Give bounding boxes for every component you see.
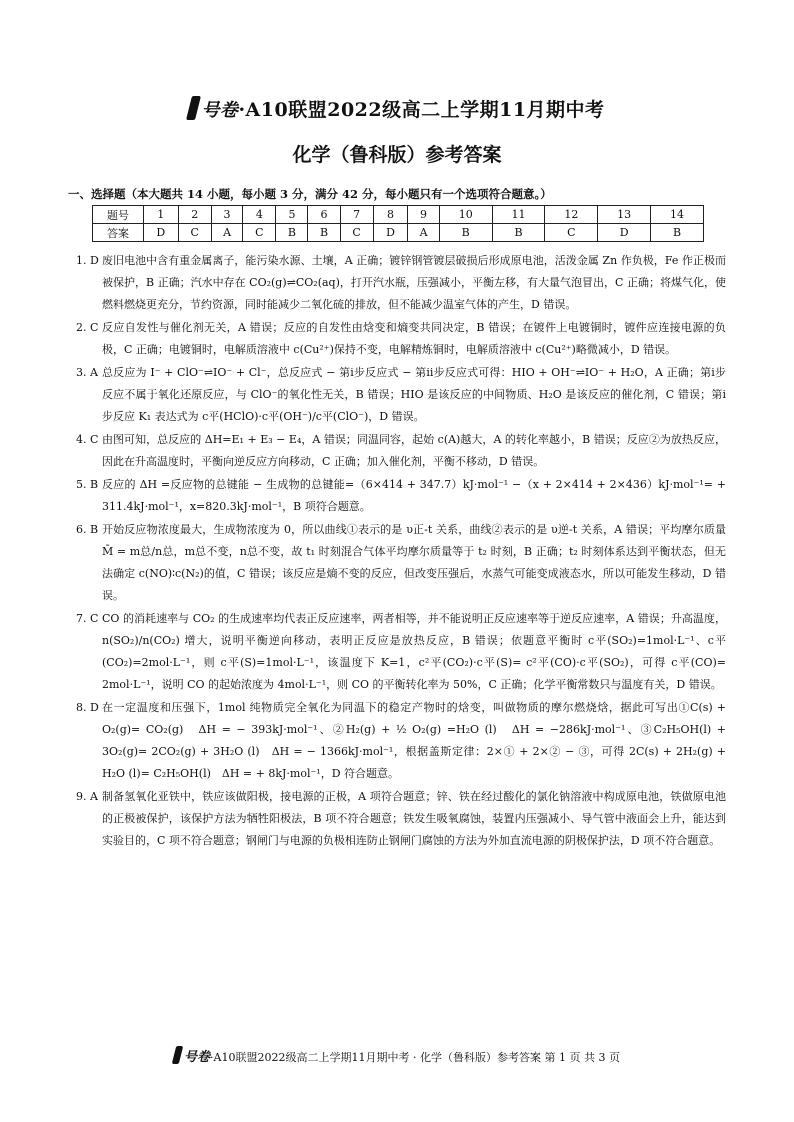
item-number: 4. C: [76, 433, 99, 446]
list-item: [76, 608, 726, 696]
table-cell: A: [408, 224, 440, 242]
exam-title: ·A10联盟2022级高二上学期11月期中考: [238, 99, 605, 121]
list-item: [76, 697, 726, 785]
item-text: 开始反应物浓度最大，生成物浓度为 0，所以曲线①表示的是 υ正-t 关系，曲线②表示的是 υ逆-t 关系，A 错误；平均摩尔质量 M̄ = m总/n总，m总不变，n总不变，故 t₁ 时刻混合气体平均摩尔质量等于 t₂ 时刻，B 正确；t₂ 时刻体系达到平衡状态，但无法确定 c(NO)∶c(N₂)的值，C 错误；该反应是熵不变的反应，但改变压强后，水蒸气可能变成液态水，所以可能发生移动，D 错误。: [102, 523, 726, 602]
item-text: 由图可知，总反应的 ΔH=E₁ + E₃ − E₄，A 错误；同温同容，起始 c(A)越大，A 的转化率越小，B 错误；反应②为放热反应，因此在升高温度时，平衡向逆反应方向移动，C 正确；加入催化剂，平衡不移动，D 错误。: [102, 433, 726, 468]
row-label-number: 题号: [93, 206, 144, 224]
table-cell: 9: [408, 206, 440, 224]
item-text: 制备氢氧化亚铁中，铁应该做阳极，接电源的正极，A 项符合题意；锌、铁在经过酸化的氯化钠溶液中构成原电池，铁做原电池的正极被保护，该保护方法为牺牲阳极法，B 项不符合题意；铁发生吸氧腐蚀，装置内压强减小、导气管中液面会上升，能达到实验目的，C 项不符合题意；钢闸门与电源的负极相连防止钢闸门腐蚀的方法为外加直流电源的阴极保护法，D 项不符合题意。: [102, 790, 726, 847]
table-cell: 2: [178, 206, 211, 224]
item-text: 反应的 ΔH =反应物的总键能 − 生成物的总键能=（6×414 + 347.7）kJ·mol⁻¹ −（x + 2×414 + 2×436）kJ·mol⁻¹= + 311.4kJ·mol⁻¹，x=820.3kJ·mol⁻¹，B 项符合题意。: [102, 478, 726, 513]
table-cell: B: [308, 224, 340, 242]
table-cell: 1: [144, 206, 179, 224]
item-number: 3. A: [76, 366, 98, 379]
list-item: [76, 429, 726, 473]
table-cell: C: [545, 224, 598, 242]
table-cell: C: [243, 224, 276, 242]
table-cell: 10: [439, 206, 492, 224]
footer-brand: 号卷: [184, 1050, 211, 1065]
table-cell: B: [492, 224, 545, 242]
table-cell: D: [598, 224, 651, 242]
page-subtitle: 化学（鲁科版）参考答案: [292, 144, 502, 166]
answer-table: [92, 205, 704, 242]
row-label-answer: 答案: [93, 224, 144, 242]
item-number: 2. C: [76, 321, 99, 334]
table-cell: 8: [373, 206, 408, 224]
table-cell: 12: [545, 206, 598, 224]
brand-name: 号卷: [201, 100, 239, 121]
table-cell: D: [144, 224, 179, 242]
table-cell: D: [373, 224, 408, 242]
brand-logo-icon: [186, 96, 201, 120]
answer-table-row-answers: [93, 224, 704, 242]
table-cell: 11: [492, 206, 545, 224]
item-number: 7. C: [76, 612, 99, 625]
page-footer: [0, 1046, 794, 1065]
item-number: 9. A: [76, 790, 98, 803]
item-number: 6. B: [76, 523, 99, 536]
list-item: [76, 250, 726, 316]
item-number: 5. B: [76, 478, 99, 491]
list-item: [76, 474, 726, 518]
table-cell: A: [211, 224, 243, 242]
table-cell: 14: [651, 206, 704, 224]
table-cell: 13: [598, 206, 651, 224]
list-item: [76, 317, 726, 361]
table-cell: 3: [211, 206, 243, 224]
item-text: CO 的消耗速率与 CO₂ 的生成速率均代表正反应速率，两者相等，并不能说明正反应速率等于逆反应速率，A 错误；升高温度，n(SO₂)/n(CO₂) 增大，说明平衡逆向移动，表明正反应是放热反应，B 错误；依题意平衡时 c平(SO₂)=1mol·L⁻¹、c平(CO₂)=2mol·L⁻¹，则 c平(S)=1mol·L⁻¹，该温度下 K=1，c²平(CO₂)·c平(S)= c²平(CO)·c平(SO₂)，可得 c平(CO)= 2mol·L⁻¹，说明 CO 的起始浓度为 4mol·L⁻¹，则 CO 的平衡转化率为 50%，C 正确；化学平衡常数只与温度有关，D 错误。: [102, 612, 726, 691]
table-cell: 7: [340, 206, 373, 224]
list-item: [76, 362, 726, 428]
page-title: [0, 95, 794, 122]
section-heading: 一、选择题（本大题共 14 小题，每小题 3 分，满分 42 分，每小题只有一个选项符合题意。）: [68, 187, 552, 201]
table-cell: B: [276, 224, 308, 242]
item-number: 8. D: [76, 701, 99, 714]
table-cell: C: [340, 224, 373, 242]
item-number: 1. D: [76, 254, 99, 267]
item-text: 在一定温度和压强下，1mol 纯物质完全氧化为同温下的稳定产物时的焓变，叫做物质的摩尔燃烧焓，据此可写出①C(s) + O₂(g)= CO₂(g) ΔH = − 393kJ·mol⁻¹、②H₂(g) + ½ O₂(g) =H₂O (l) ΔH = −286kJ·mol⁻¹、③C₂H₅OH(l) + 3O₂(g)= 2CO₂(g) + 3H₂O (l) ΔH = − 1366kJ·mol⁻¹，根据盖斯定律：2×① + 2×② − ③，可得 2C(s) + 2H₂(g) + H₂O (l)= C₂H₅OH(l) ΔH = + 8kJ·mol⁻¹，D 符合题意。: [102, 701, 726, 780]
table-cell: 4: [243, 206, 276, 224]
table-cell: 6: [308, 206, 340, 224]
brand-logo-icon: [172, 1046, 183, 1064]
list-item: [76, 519, 726, 607]
list-item: [76, 786, 726, 852]
item-text: 废旧电池中含有重金属离子，能污染水源、土壤，A 正确；镀锌钢管镀层破损后形成原电池，活泼金属 Zn 作负极，Fe 作正极而被保护，B 正确；汽水中存在 CO₂(g)⇌CO₂(aq)，打开汽水瓶，压强减小，平衡左移，有大量气泡冒出，C 正确；将煤气化，使燃料燃烧更充分，节约资源，同时能减少二氧化硫的排放，但不能减少温室气体的产生，D 错误。: [102, 254, 726, 311]
table-cell: C: [178, 224, 211, 242]
answer-explanations: [76, 250, 726, 853]
table-cell: B: [439, 224, 492, 242]
table-cell: B: [651, 224, 704, 242]
item-text: 反应自发性与催化剂无关，A 错误；反应的自发性由焓变和熵变共同决定，B 错误；在镀件上电镀铜时，镀件应连接电源的负极，C 正确；电镀铜时，电解质溶液中 c(Cu²⁺)保持不变，电解精炼铜时，电解质溶液中 c(Cu²⁺)略微减小，D 错误。: [102, 321, 726, 356]
answer-table-row-numbers: [93, 206, 704, 224]
footer-text: ·A10联盟2022级高二上学期11月期中考 · 化学（鲁科版）参考答案 第 1 页 共 3 页: [210, 1051, 620, 1064]
item-text: 总反应为 I⁻ + ClO⁻⇌IO⁻ + Cl⁻，总反应式 − 第i步反应式 − 第ii步反应式可得：HIO + OH⁻⇌IO⁻ + H₂O，A 正确；第i步反应不属于氧化还原反应，与 ClO⁻的氧化性无关，B 错误；HIO 是该反应的中间物质、H₂O 是该反应的催化剂，C 错误；第i步反应 K₁ 表达式为 c平(HClO)·c平(OH⁻)/c平(ClO⁻)，D 错误。: [102, 366, 726, 423]
table-cell: 5: [276, 206, 308, 224]
